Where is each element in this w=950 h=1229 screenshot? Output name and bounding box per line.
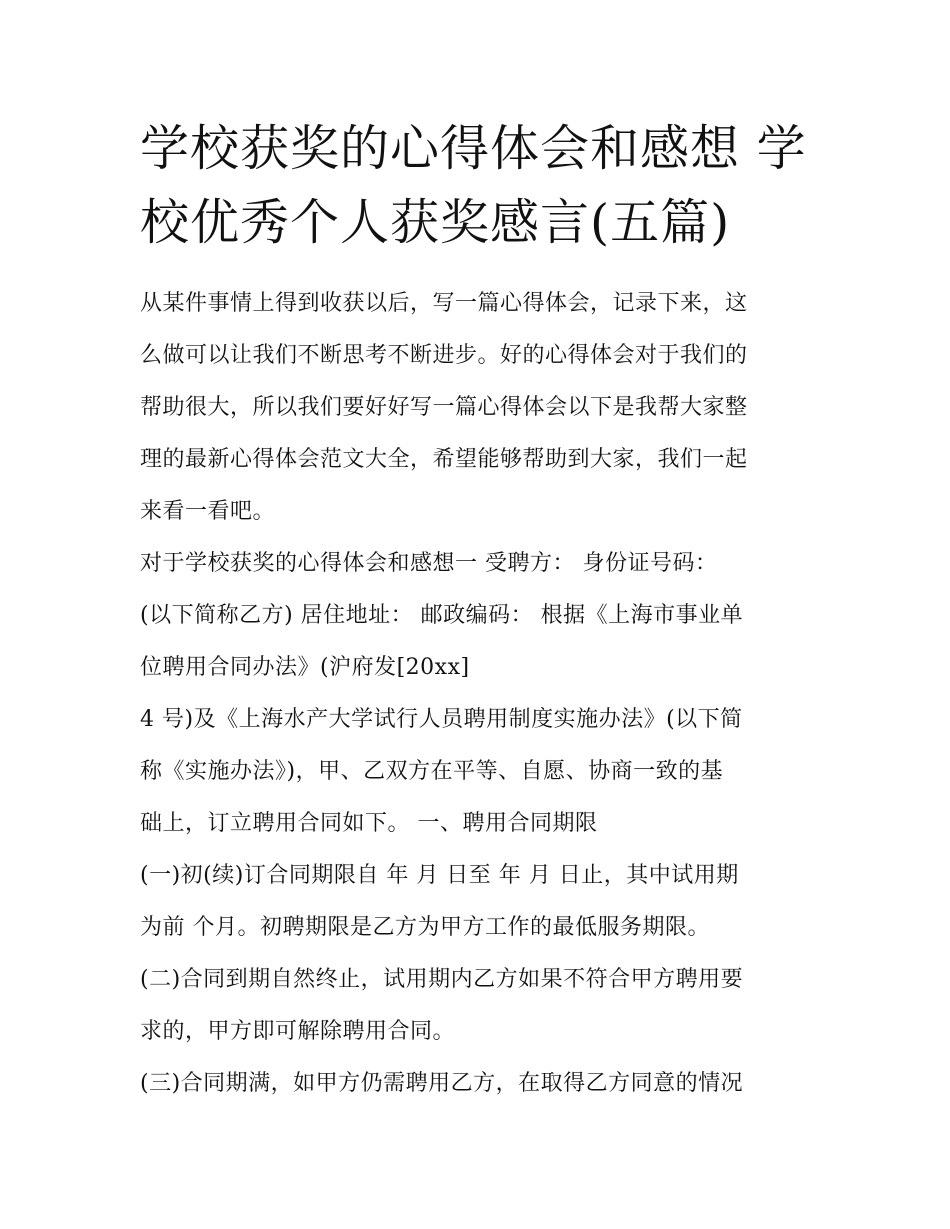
text-line: 帮助很大，所以我们要好好写一篇心得体会以下是我帮大家整 xyxy=(140,395,748,420)
document-body xyxy=(140,278,812,1110)
text-line: (三)合同期满，如甲方仍需聘用乙方，在取得乙方同意的情况 xyxy=(140,1071,744,1096)
text-line: (一)初(续)订合同期限自 年 月 日至 年 月 日止，其中试用期 xyxy=(140,863,739,888)
paragraph-clause-2 xyxy=(140,954,812,1058)
paragraph-contract-basis xyxy=(140,590,812,694)
paragraph-clause-3 xyxy=(140,1058,812,1110)
text-line: 对于学校获奖的心得体会和感想一 受聘方： 身份证号码： xyxy=(140,551,718,576)
text-line: 么做可以让我们不断思考不断进步。好的心得体会对于我们的 xyxy=(140,343,748,368)
text-line: 4 号)及《上海水产大学试行人员聘用制度实施办法》(以下简 xyxy=(140,707,743,732)
text-line: 称《实施办法》)，甲、乙双方在平等、自愿、协商一致的基 xyxy=(140,759,724,784)
paragraph-intro xyxy=(140,278,812,538)
text-line: 位聘用合同办法》(沪府发[20xx] xyxy=(140,655,470,680)
text-line: (以下简称乙方) 居住地址： 邮政编码： 根据《上海市事业单 xyxy=(140,603,744,628)
text-line: 从某件事情上得到收获以后，写一篇心得体会，记录下来，这 xyxy=(140,291,748,316)
text-line: (二)合同到期自然终止，试用期内乙方如果不符合甲方聘用要 xyxy=(140,967,744,992)
text-line: 础上，订立聘用合同如下。 一、聘用合同期限 xyxy=(140,811,598,836)
paragraph-clause-1 xyxy=(140,850,812,954)
text-line: 为前 个月。初聘期限是乙方为甲方工作的最低服务期限。 xyxy=(140,915,710,940)
paragraph-contract-agreement xyxy=(140,694,812,850)
text-line: 求的，甲方即可解除聘用合同。 xyxy=(140,1019,456,1044)
paragraph-section-heading xyxy=(140,538,812,590)
text-line: 理的最新心得体会范文大全，希望能够帮助到大家，我们一起 xyxy=(140,447,748,472)
text-line: 来看一看吧。 xyxy=(140,499,276,524)
document-title: 学校获奖的心得体会和感想 学校优秀个人获奖感言(五篇) xyxy=(140,120,807,251)
